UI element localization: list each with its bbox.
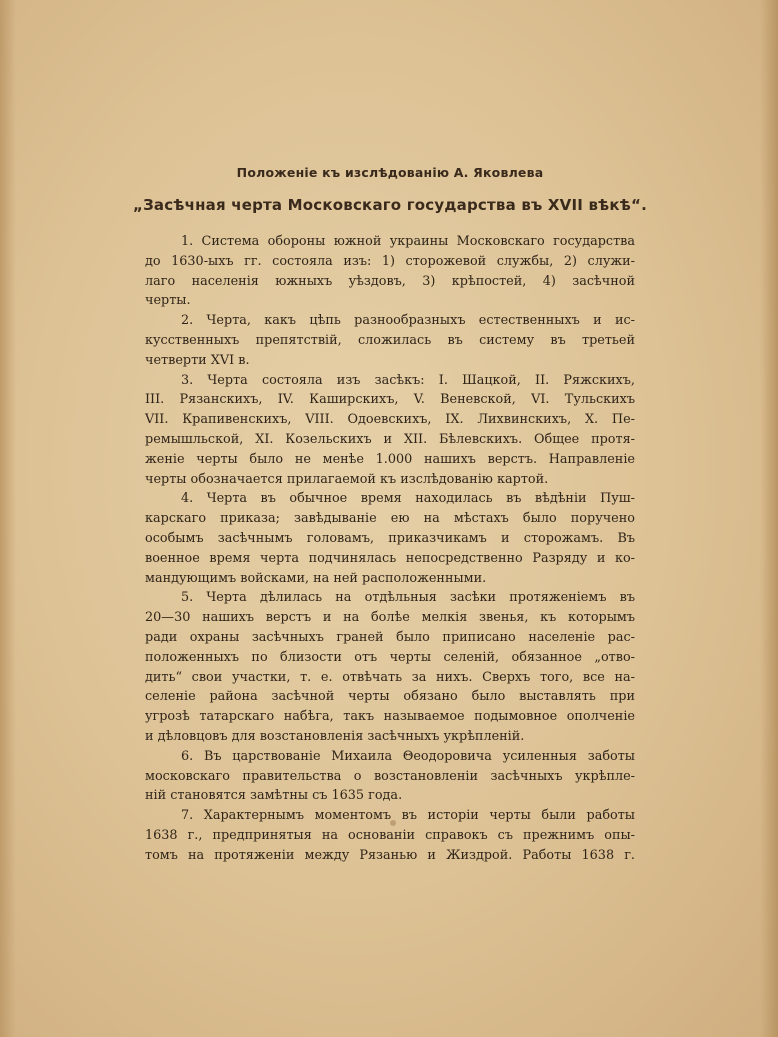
text-line: женiе черты было не менѣе 1.000 нашихъ верстъ. Направленiе — [145, 451, 635, 467]
paragraph-7 — [145, 806, 635, 865]
text-line: московскаго правительства о возстановленiи засѣчныхъ укрѣпле- — [145, 768, 635, 784]
text-line: и дѣловцовъ для возстановленiя засѣчныхъ укрѣпленiй. — [145, 728, 525, 744]
text-line: положенныхъ по близости отъ черты селенiй, обязанное „отво- — [145, 649, 635, 665]
text-line: дить“ свои участки, т. е. отвѣчать за нихъ. Сверхъ того, все на- — [145, 669, 635, 685]
text-line: особымъ засѣчнымъ головамъ, приказчикамъ и сторожамъ. Въ — [145, 530, 635, 546]
text-line: карскаго приказа; завѣдыванiе ею на мѣстахъ было поручено — [145, 511, 635, 527]
text-line: 7. Характернымъ моментомъ въ исторiи черты были работы — [181, 808, 635, 824]
text-line: черты. — [145, 293, 191, 309]
paragraph-1 — [145, 232, 635, 311]
text-line: нiй становятся замѣтны съ 1635 года. — [145, 788, 403, 804]
text-line: 20—30 нашихъ верстъ и на болѣе мелкiя звенья, къ которымъ — [145, 610, 635, 626]
text-line: 2. Черта, какъ цѣпь разнообразныхъ естественныхъ и ис- — [181, 313, 635, 329]
paragraph-5 — [145, 588, 635, 746]
paragraph-2 — [145, 311, 635, 370]
paragraph-3 — [145, 371, 635, 490]
text-line: III. Рязанскихъ, IV. Каширскихъ, V. Веневской, VI. Тульскихъ — [145, 392, 635, 408]
text-line: кусственныхъ препятствiй, сложилась въ систему въ третьей — [145, 332, 635, 348]
text-line: 5. Черта дѣлилась на отдѣльныя засѣки протяженiемъ въ — [181, 590, 635, 606]
text-line: до 1630-ыхъ гг. состояла изъ: 1) сторожевой службы, 2) служи- — [145, 253, 635, 269]
text-line: мандующимъ войсками, на ней расположенными. — [145, 570, 487, 586]
text-line: четверти XVI в. — [145, 352, 250, 368]
paragraph-4 — [145, 489, 635, 588]
text-line: военное время черта подчинялась непосредственно Разряду и ко- — [145, 550, 635, 566]
text-line: VII. Крапивенскихъ, VIII. Одоевскихъ, IX. Лихвинскихъ, X. Пе- — [145, 412, 635, 428]
page-shadow-right — [760, 0, 778, 1037]
text-line: ремышльской, XI. Козельскихъ и XII. Бѣлевскихъ. Общее протя- — [145, 431, 635, 447]
text-line: 6. Въ царствованiе Михаила Θеодоровича усиленныя заботы — [181, 748, 635, 764]
text-line: 1. Система обороны южной украины Московскаго государства — [181, 234, 635, 249]
text-line: лаго населенiя южныхъ уѣздовъ, 3) крѣпостей, 4) засѣчной — [145, 273, 635, 289]
paragraph-6 — [145, 747, 635, 806]
document-heading: Положенiе къ изслѣдованiю А. Яковлева — [236, 165, 544, 180]
document-body — [145, 232, 635, 866]
page-shadow-left — [0, 0, 16, 1037]
text-line: 4. Черта въ обычное время находилась въ вѣдѣнiи Пуш- — [181, 491, 635, 507]
text-line: угрозѣ татарскаго набѣга, такъ называемое подымовное ополченiе — [145, 709, 635, 725]
text-line: селенiе района засѣчной черты обязано было выставлять при — [145, 689, 635, 705]
text-line: ради охраны засѣчныхъ граней было приписано населенiе рас- — [145, 629, 635, 645]
document-title: „Засѣчная черта Московскаго государства въ XVII вѣкѣ“. — [133, 196, 647, 214]
text-line: 1638 г., предпринятыя на основанiи справокъ съ прежнимъ опы- — [145, 827, 635, 843]
text-line: томъ на протяженiи между Рязанью и Жиздрой. Работы 1638 г. — [145, 847, 635, 863]
text-line: 3. Черта состояла изъ засѣкъ: I. Шацкой, II. Ряжскихъ, — [181, 372, 635, 388]
text-line: черты обозначается прилагаемой къ изслѣдованiю картой. — [145, 471, 549, 487]
